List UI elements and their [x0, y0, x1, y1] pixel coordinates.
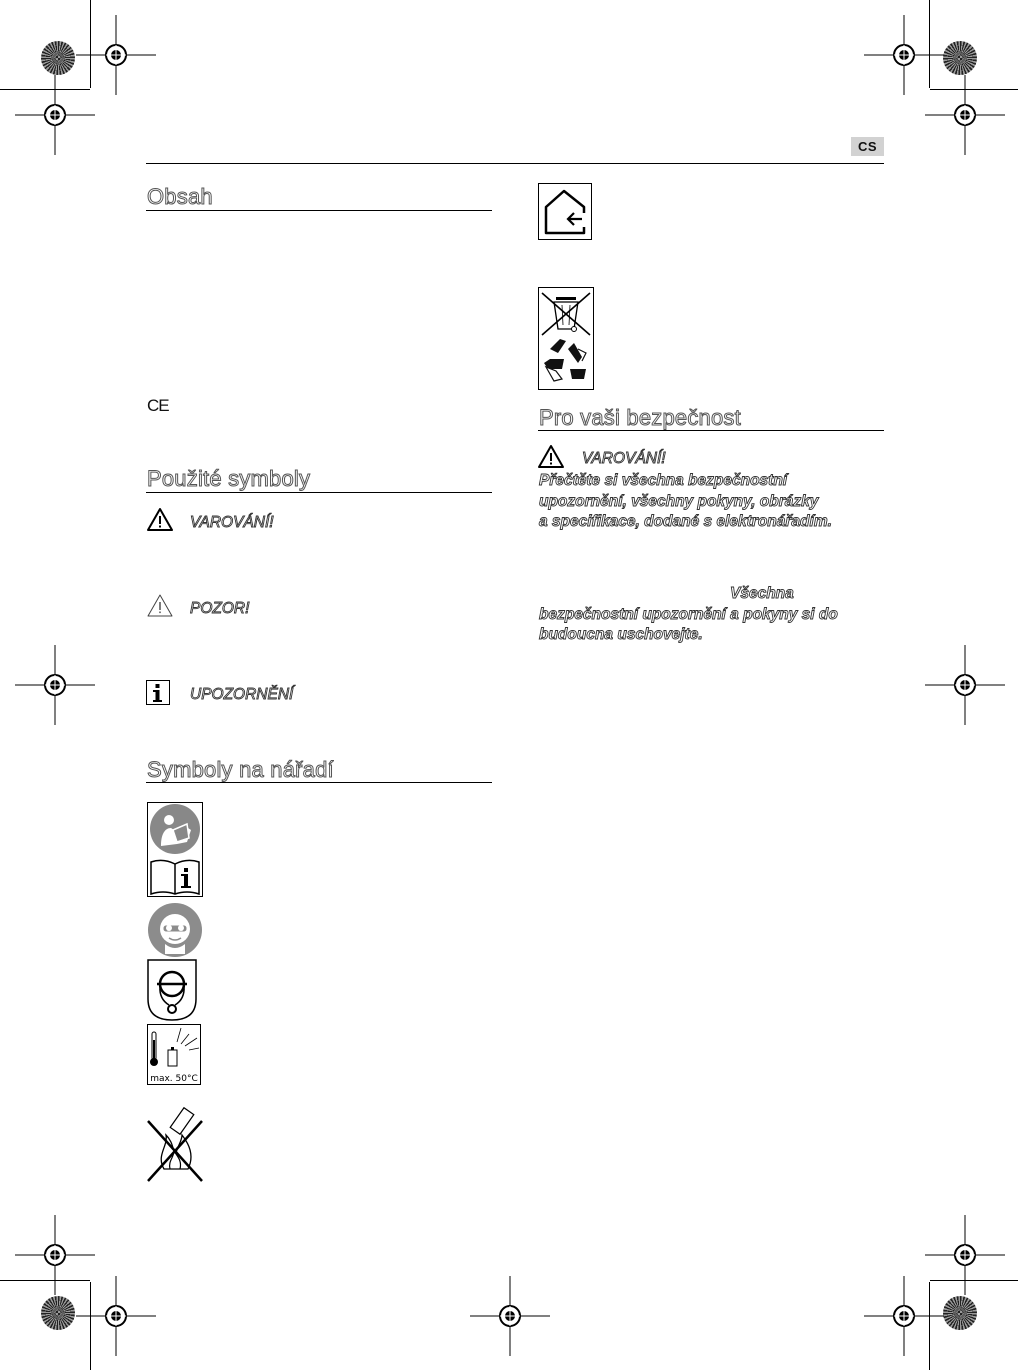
- language-badge: CS: [851, 137, 884, 156]
- signal-word-warning: VAROVÁNÍ!: [190, 514, 274, 531]
- indoor-use-icon: [538, 183, 592, 240]
- caution-triangle-icon: [146, 593, 174, 618]
- registration-mark-icon: [76, 15, 156, 95]
- signal-word-notice: UPOZORNĚNÍ: [190, 686, 294, 703]
- keep-instructions-line: Všechna: [730, 585, 794, 602]
- wear-eye-protection-icon: [147, 902, 203, 958]
- registration-mark-icon: [864, 1276, 944, 1356]
- max-temperature-icon: [147, 1024, 201, 1085]
- safety-warning-line: a specifikace, dodané s elektronářadím.: [539, 513, 832, 530]
- keep-instructions-text: [539, 584, 838, 646]
- registration-mark-icon: [925, 75, 1005, 155]
- registration-mark-icon: [15, 1215, 95, 1295]
- warning-triangle-icon: [537, 444, 565, 469]
- warning-triangle-icon: [146, 507, 174, 532]
- read-manual-icon: [147, 802, 203, 897]
- safety-title: Pro vaši bezpečnost: [539, 405, 741, 430]
- registration-mark-icon: [925, 1215, 1005, 1295]
- symbols-used-title: Použité symboly: [147, 466, 311, 491]
- registration-mark-icon: [864, 15, 944, 95]
- wear-ear-protection-icon: [147, 959, 197, 1021]
- safety-warning-text: [539, 471, 832, 533]
- safety-warning-line: Přečtěte si všechna bezpečnostní: [539, 472, 788, 489]
- section-rule: [538, 430, 884, 431]
- safety-warning-line: upozornění, všechny pokyny, obrázky: [539, 492, 819, 510]
- disposal-recycling-icon: [538, 287, 594, 390]
- section-rule: [146, 492, 492, 493]
- contents-title: Obsah: [147, 184, 213, 209]
- registration-mark-icon: [76, 1276, 156, 1356]
- header-rule: [146, 163, 884, 164]
- no-battery-in-fire-icon: [146, 1105, 206, 1183]
- section-rule: [146, 782, 492, 783]
- registration-mark-icon: [470, 1276, 550, 1356]
- ce-mark: CE: [147, 396, 169, 415]
- section-rule: [146, 210, 492, 211]
- max-temperature-caption: max. 50°C: [150, 1074, 198, 1084]
- registration-mark-icon: [15, 75, 95, 155]
- signal-word-caution: POZOR!: [190, 600, 250, 617]
- registration-mark-icon: [15, 645, 95, 725]
- keep-instructions-line: budoucna uschovejte.: [539, 626, 703, 643]
- keep-instructions-line: bezpečnostní upozornění a pokyny si do: [539, 605, 838, 623]
- tool-symbols-title: Symboly na nářadí: [147, 757, 334, 782]
- info-icon: [146, 680, 170, 705]
- safety-warning-label: VAROVÁNÍ!: [582, 450, 666, 467]
- registration-mark-icon: [925, 645, 1005, 725]
